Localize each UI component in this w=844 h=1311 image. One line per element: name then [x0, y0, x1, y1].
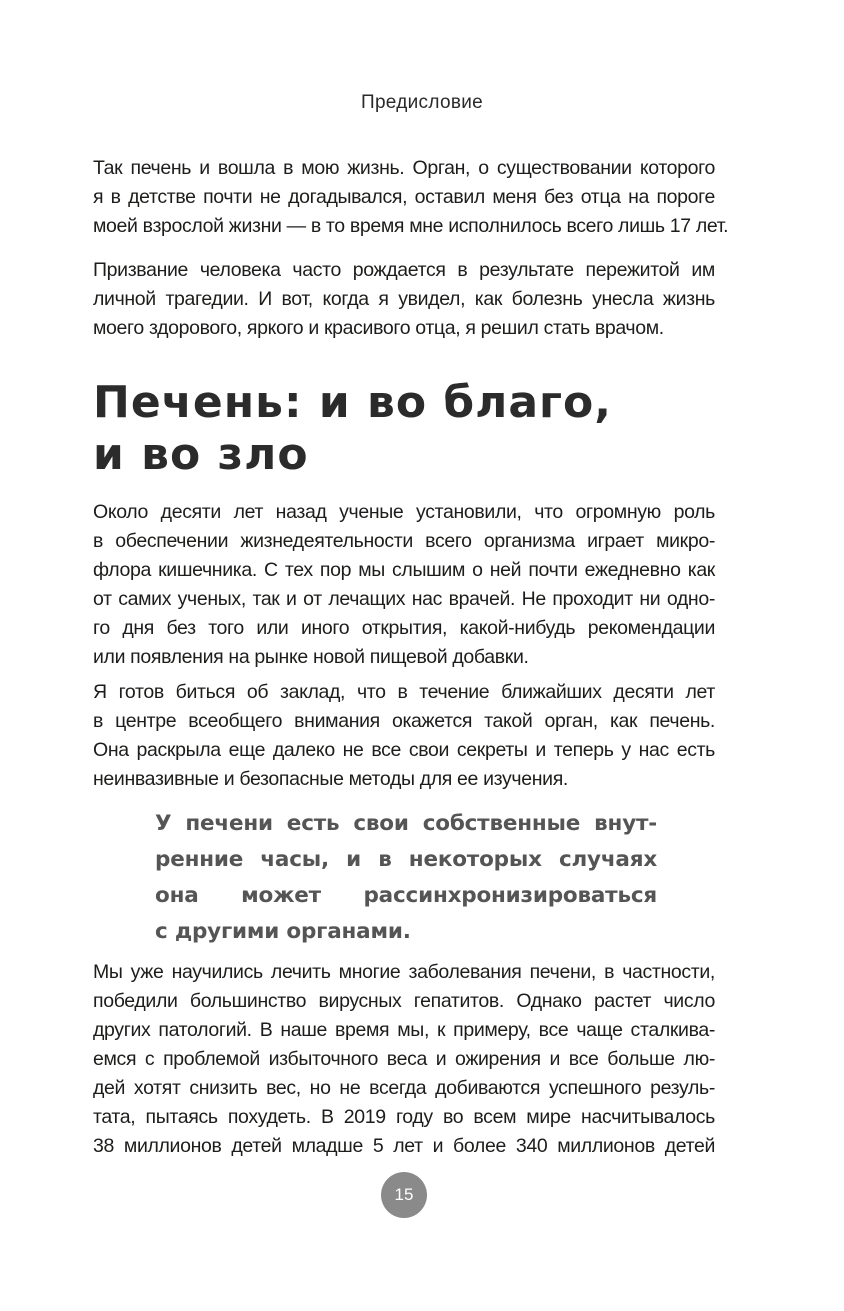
text-line: Так печень и вошла в мою жизнь. Орган, о существовании которого — [93, 157, 715, 179]
text-line: моей взрослой жизни — в то время мне исполнилось всего лишь 17 лет. — [93, 215, 729, 237]
text-line: тата, пытаясь похудеть. В 2019 году во всем мире насчитывалось — [93, 1106, 715, 1128]
pull-quote — [155, 806, 657, 950]
text-line: моего здорового, яркого и красивого отца, я решил стать врачом. — [93, 317, 664, 339]
quote-line: с другими органами. — [155, 919, 411, 944]
text-line: флора кишечника. С тех пор мы слышим о ней почти ежедневно как — [93, 559, 715, 581]
quote-line: У печени есть свои собственные внут- — [155, 811, 657, 836]
text-line: победили большинство вирусных гепатитов. Однако растет число — [93, 990, 715, 1012]
text-line: или появления на рынке новой пищевой добавки. — [93, 646, 529, 668]
quote-line: ренние часы, и в некоторых случаях — [155, 847, 657, 872]
text-line: емся с проблемой избыточного веса и ожирения и все больше лю- — [93, 1048, 715, 1070]
text-line: 38 миллионов детей младше 5 лет и более 340 миллионов детей — [93, 1135, 715, 1157]
section-paragraph-3 — [93, 958, 715, 1161]
text-line: других патологий. В наше время мы, к примеру, все чаще сталкива- — [93, 1019, 715, 1041]
text-line: Мы уже научились лечить многие заболевания печени, в частности, — [93, 961, 715, 983]
text-line: Она раскрыла еще далеко не все свои секреты и теперь у нас есть — [93, 739, 715, 761]
intro-paragraph-2 — [93, 256, 715, 343]
text-line: Призвание человека часто рождается в результате пережитой им — [93, 259, 715, 281]
text-line: в центре всеобщего внимания окажется такой орган, как печень. — [93, 710, 715, 732]
section-heading-line-1: Печень: и во благо, — [93, 377, 612, 428]
section-heading-line-2: и во зло — [93, 429, 309, 480]
text-line: го дня без того или иного открытия, какой-нибудь рекомендации — [93, 617, 715, 639]
text-line: я в детстве почти не догадывался, оставил меня без отца на пороге — [93, 186, 715, 208]
text-line: от самих ученых, так и от лечащих нас врачей. Не проходит ни одно- — [93, 588, 715, 610]
text-line: Около десяти лет назад ученые установили, что огромную роль — [93, 501, 715, 523]
section-heading — [93, 377, 753, 481]
text-line: неинвазивные и безопасные методы для ее изучения. — [93, 768, 568, 790]
text-line: Я готов биться об заклад, что в течение ближайших десяти лет — [93, 681, 715, 703]
text-line: в обеспечении жизнедеятельности всего организма играет микро- — [93, 530, 715, 552]
quote-line: она может рассинхронизироваться — [155, 883, 657, 908]
intro-paragraph-1 — [93, 154, 729, 241]
section-paragraph-2 — [93, 678, 715, 794]
section-paragraph-1 — [93, 498, 715, 672]
running-head: Предисловие — [360, 92, 483, 113]
page-number-badge: 15 — [381, 1172, 427, 1218]
text-line: личной трагедии. И вот, когда я увидел, как болезнь унесла жизнь — [93, 288, 715, 310]
text-line: дей хотят снизить вес, но не всегда добиваются успешного резуль- — [93, 1077, 715, 1099]
